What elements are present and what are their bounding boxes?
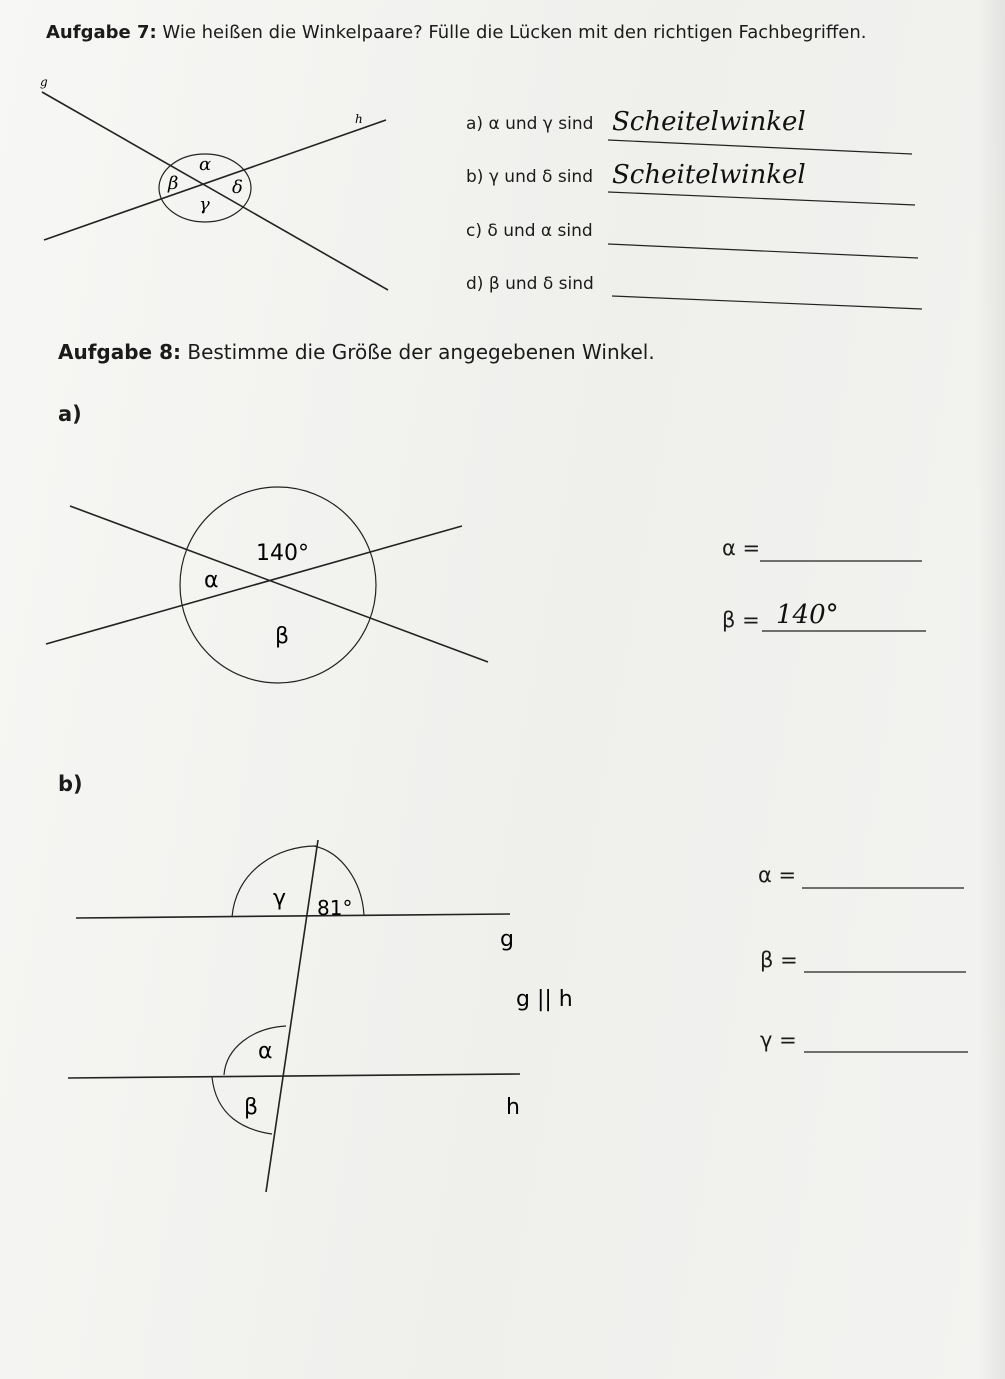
task7-label-h: h — [355, 112, 363, 126]
task8-b-answer-alpha-label: α = — [758, 863, 797, 887]
task8-title-text: Bestimme die Größe der angegebenen Winkel. — [181, 340, 655, 364]
task7-question-b: b) γ und δ sind — [466, 167, 593, 187]
task8-a-given-angle: 140° — [256, 541, 309, 566]
task8-b-line-g — [76, 914, 510, 918]
task8-b-line-h — [68, 1074, 520, 1078]
task8-b-parallel-note: g || h — [516, 987, 573, 1012]
task7-title-text: Wie heißen die Winkelpaare? Fülle die Lücken mit den richtigen Fachbegriffen. — [156, 22, 867, 43]
task8-b-answer-gamma-label: γ = — [760, 1028, 797, 1052]
task7-question-d: d) β und δ sind — [466, 274, 594, 294]
task8-b-label-gamma: γ — [273, 886, 287, 911]
task8-a-label-beta: β — [275, 624, 290, 649]
task8-a-answer-beta[interactable]: 140° — [776, 600, 839, 630]
task8-part-b-label: b) — [58, 772, 83, 796]
task8-b-label-beta: β — [244, 1095, 259, 1120]
task7-question-a: a) α und γ sind — [466, 114, 594, 134]
task8-b-arc-beta — [212, 1077, 272, 1134]
task8-b-label-alpha: α — [258, 1039, 273, 1064]
task7-label-gamma: γ — [199, 194, 210, 215]
task7-label-delta: δ — [232, 177, 243, 198]
task8-a-label-alpha: α — [204, 568, 219, 593]
task8-a-answer-alpha-label: α = — [722, 536, 761, 560]
task7-label-beta: β — [168, 173, 179, 194]
task7-answer-a[interactable]: Scheitelwinkel — [612, 107, 806, 137]
task8-b-label-g: g — [500, 927, 514, 952]
task7-label-g: g — [40, 75, 48, 89]
task8-part-a-label: a) — [58, 402, 82, 426]
task8-b-arc-alpha — [224, 1026, 286, 1075]
task7-title-bold: Aufgabe 7: — [46, 22, 157, 43]
task7-answer-b[interactable]: Scheitelwinkel — [612, 160, 806, 190]
task8-b-label-h: h — [506, 1095, 520, 1120]
task8-title-bold: Aufgabe 8: — [58, 340, 181, 364]
task7-question-c: c) δ und α sind — [466, 221, 593, 241]
task7-label-alpha: α — [199, 154, 212, 175]
task8-b-answer-beta-label: β = — [760, 948, 798, 972]
task8-a-answer-beta-label: β = — [722, 608, 760, 632]
task8-b-given-angle: 81° — [317, 896, 353, 920]
